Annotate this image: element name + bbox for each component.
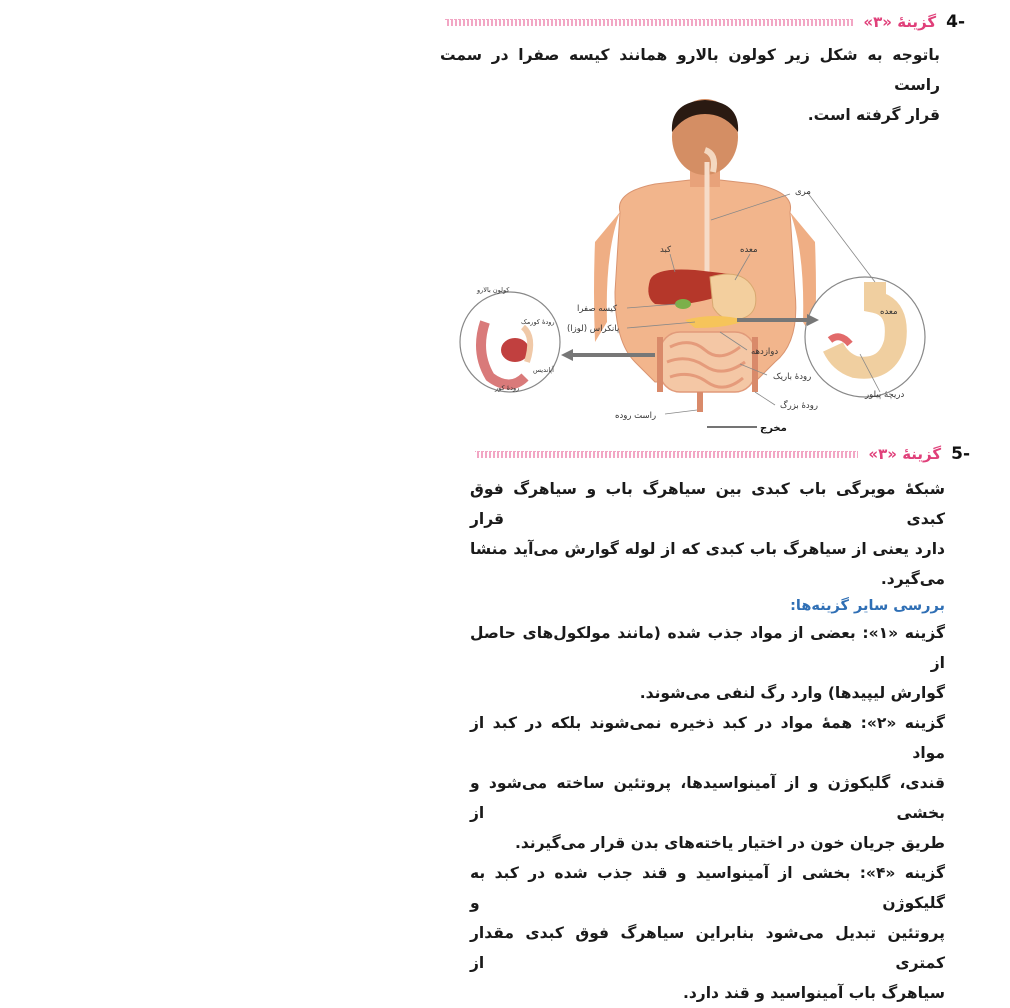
review-title: بررسی سایر گزینه‌ها: bbox=[790, 598, 945, 614]
label-gallbladder: کیسه صفرا bbox=[577, 304, 618, 314]
label-anus: مخرج bbox=[760, 423, 787, 434]
review-line: گزینه «۱»: بعضی از مواد جذب شده (مانند مولکول‌های حاصل از bbox=[470, 624, 945, 672]
q5-line: شبکهٔ مویرگی باب کبدی بین سیاهرگ باب و سیاهرگ فوق کبدی قرار bbox=[470, 480, 945, 528]
q4-line: باتوجه به شکل زیر کولون بالارو همانند کیسه صفرا در سمت راست bbox=[440, 46, 940, 94]
q4-number: 4- bbox=[946, 12, 965, 32]
label-colon-small: رودهٔ کور bbox=[495, 384, 520, 392]
label-rectum: راست روده bbox=[615, 411, 657, 421]
label-cecum: رودهٔ کورمک bbox=[521, 318, 555, 326]
q5-line: دارد یعنی از سیاهرگ باب کبدی که از لوله گوارش می‌آید منشا bbox=[470, 540, 945, 558]
intestines bbox=[660, 332, 755, 412]
label-esophagus: مری bbox=[795, 187, 811, 197]
digestive-system-figure bbox=[455, 92, 940, 437]
review-line: گزینه «۴»: بخشی از آمینواسید و قند جذب شده در کبد به گلیکوژن و bbox=[470, 864, 945, 912]
colon-inset bbox=[460, 292, 560, 392]
q4-line: قرار گرفته است. bbox=[807, 106, 940, 124]
review-line: سیاهرگ باب آمینواسید و قند دارد. bbox=[682, 984, 945, 1002]
review-line: پروتئین تبدیل می‌شود بنابراین سیاهرگ فوق کبدی مقدار کمتری از bbox=[470, 924, 945, 972]
gallbladder bbox=[675, 299, 691, 309]
label-ascending-colon: کولون بالارو bbox=[477, 286, 510, 294]
q4-option: گزینهٔ «۳» bbox=[863, 13, 937, 31]
review-line: گوارش لیپیدها) وارد رگ لنفی می‌شوند. bbox=[639, 684, 945, 702]
q5-line: می‌گیرد. bbox=[880, 570, 945, 588]
label-small-intestine: رودهٔ باریک bbox=[773, 372, 812, 382]
digestive-diagram bbox=[455, 92, 940, 437]
q5-number: 5- bbox=[951, 444, 970, 464]
divider-line bbox=[475, 451, 858, 458]
label-duodenum: دوازدهه bbox=[751, 347, 779, 357]
q5-option: گزینهٔ «۳» bbox=[868, 445, 942, 463]
review-line: طریق جریان خون در اختیار یاخته‌های بدن قرار می‌گیرند. bbox=[514, 834, 945, 852]
label-pylorus: دریچهٔ پیلور bbox=[865, 390, 905, 400]
label-pancreas: پانکراس (لوزا) bbox=[567, 324, 620, 334]
label-stomach-inset: معده bbox=[880, 307, 898, 317]
label-large-intestine: رودهٔ بزرگ bbox=[780, 401, 818, 411]
q4-header bbox=[445, 12, 965, 32]
review-line: گزینه «۲»: همهٔ مواد در کبد ذخیره نمی‌شوند بلکه در کبد از مواد bbox=[470, 714, 945, 762]
q5-text bbox=[470, 474, 945, 1008]
divider-line bbox=[445, 19, 853, 26]
label-stomach: معده bbox=[740, 245, 758, 255]
review-line: قندی، گلیکوژن و از آمینواسیدها، پروتئین ساخته می‌شود و بخشی از bbox=[470, 774, 945, 822]
label-liver: کبد bbox=[660, 245, 672, 255]
stomach-inset bbox=[805, 277, 925, 397]
label-appendix: آپاندیس bbox=[533, 366, 554, 374]
q5-header bbox=[475, 444, 970, 464]
